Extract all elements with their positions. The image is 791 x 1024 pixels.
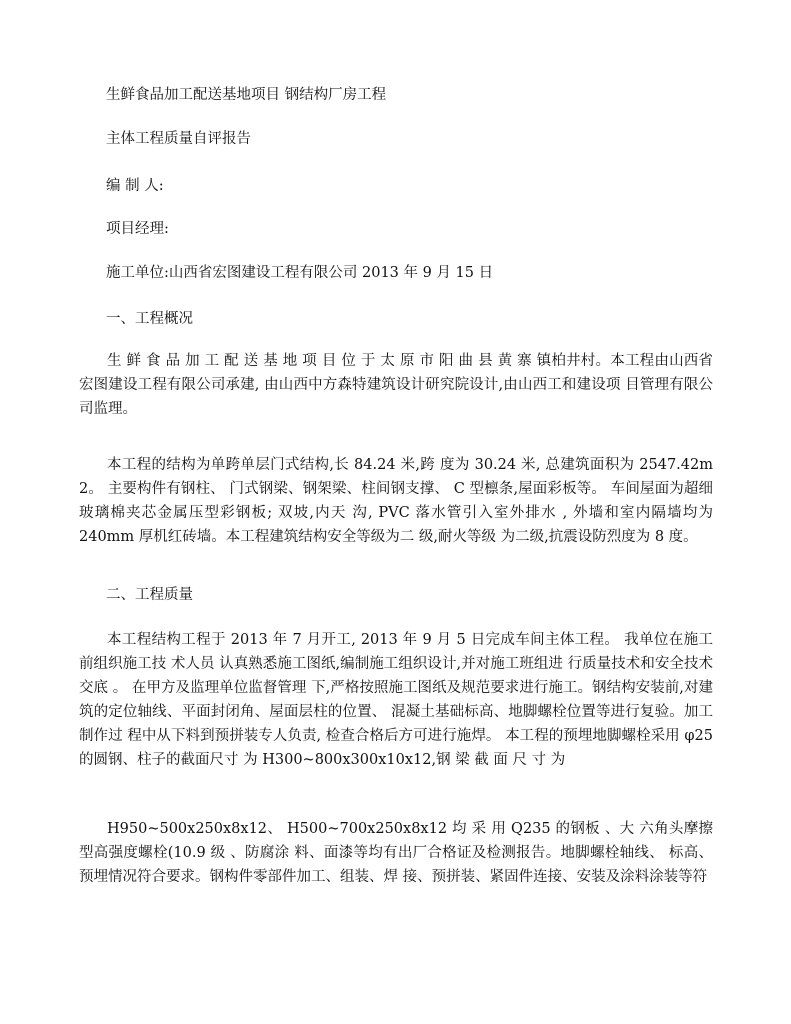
overview-paragraph-2: 本工程的结构为单跨单层门式结构,长 84.24 米,跨 度为 30.24 米, 总建筑面积为 2547.42m 2。 主要构件有钢柱、 门式钢梁、钢架梁、柱间钢支撑、 C 型檩条,屋面彩板等。 车间屋面为超细玻璃棉夹芯金属压型彩钢板; 双坡,内天 沟, PVC 落水管引入室外排水 , 外墙和室内隔墙均为 240mm 厚机红砖墙。本工程建筑结构安全等级为二 级,耐火等级 为二级,抗震设防烈度为 8 度。 [79,457,713,545]
overview-paragraph-1: 生 鲜 食 品 加 工 配 送 基 地 项 目 位 于 太 原 市 阳 曲 县 黄 寨 镇柏井村。本工程由山西省宏图建设工程有限公司承建, 由山西中方森特建筑设计研究院设计,由山西工和建设项 目管理有限公司监理。 [79,353,713,417]
quality-paragraph-1: 本工程结构工程于 2013 年 7 月开工, 2013 年 9 月 5 日完成车间主体工程。 我单位在施工前组织施工技 术人员 认真熟悉施工图纸,编制施工组织设计,并对施工班组进 行质量技术和安全技术交底 。 在甲方及监理单位监督管理 下,严格按照施工图纸及规范要求进行施工。钢结构安装前,对建筑的定位轴线、平面封闭角、屋面层柱的位置、 混凝土基础标高、地脚螺栓位置等进行复验。加工制作过 程中从下料到预拼装专人负责, 检查合格后方可进行施焊。 本工程的预埋地脚螺栓采用 φ25 的圆钢、柱子的截面尺寸 为 H300~800x300x10x12,钢 梁 截 面 尺 寸 为 [79,632,713,768]
construction-unit-date: 施工单位:山西省宏图建设工程有限公司 2013 年 9 月 15 日 [106,265,494,281]
project-manager-label: 项目经理: [106,221,169,237]
compiler-label: 编 制 人: [106,178,164,194]
quality-paragraph-2: H950~500x250x8x12、 H500~700x250x8x12 均 采 用 Q235 的钢板 、大 六角头摩擦型高强度螺栓(10.9 级 、防腐涂 料、面漆等均有出厂合格证及检测报告。地脚螺栓轴线、 标高、预埋情况符合要求。钢构件零部件加工、组装、焊 接、预拼装、紧固件连接、安装及涂料涂装等符 [79,821,713,885]
project-title: 生鲜食品加工配送基地项目 钢结构厂房工程 [106,87,387,103]
section-heading-overview: 一、工程概况 [106,311,193,327]
report-title: 主体工程质量自评报告 [106,131,251,147]
section-heading-quality: 二、工程质量 [106,587,193,603]
